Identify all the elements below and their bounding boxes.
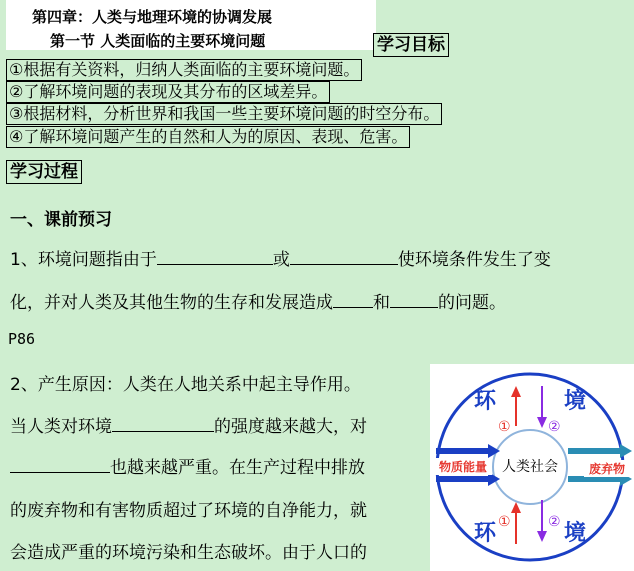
question-1-line-1	[10, 245, 551, 270]
q1-blank-3[interactable]	[333, 290, 373, 308]
objective-item-1: ①根据有关资料，归纳人类面临的主要环境问题。	[6, 59, 362, 81]
q1-text-4: 的问题。	[438, 293, 506, 313]
arrow-blue-left-2	[436, 476, 488, 482]
env-char-bottom-left: 环	[474, 521, 497, 546]
q2-text-3: 也越来越严重。在生产过程中排放	[110, 458, 365, 478]
arrow-blue-left-1	[436, 448, 488, 454]
question-1-line-2	[10, 288, 506, 313]
q1-blank-4[interactable]	[390, 290, 438, 308]
q1-text-and: 和	[373, 293, 390, 313]
marker-1-bottom: ①	[498, 514, 511, 530]
marker-1-top: ①	[498, 419, 511, 435]
question-2-line-2	[10, 412, 367, 437]
center-label: 人类社会	[502, 459, 558, 475]
q1-blank-1[interactable]	[157, 247, 273, 265]
question-2-line-5: 会造成严重的环境污染和生态破坏。由于人口的	[10, 543, 367, 563]
environment-society-diagram	[430, 364, 634, 571]
objective-item-3: ③根据材料，分析世界和我国一些主要环境问题的时空分布。	[6, 103, 442, 125]
objective-item-2: ②了解环境问题的表现及其分布的区域差异。	[6, 81, 330, 103]
env-char-top-right: 境	[564, 389, 587, 414]
process-heading: 学习过程	[6, 160, 82, 184]
q1-text-2: 使环境条件发生了变	[397, 250, 551, 270]
q1-text-3: 化，并对人类及其他生物的生存和发展造成	[10, 293, 333, 313]
q1-text-or: 或	[272, 250, 290, 270]
q1-blank-2[interactable]	[290, 247, 398, 265]
right-label: 废弃物	[588, 462, 626, 476]
objective-item-4: ④了解环境问题产生的自然和人为的原因、表现、危害。	[6, 126, 410, 148]
env-char-top-left: 环	[474, 389, 497, 414]
question-2-line-4: 的废弃物和有害物质超过了环境的自净能力，就	[10, 501, 367, 521]
q2-text-2a: 当人类对环境	[10, 417, 112, 437]
page-reference: P86	[8, 330, 36, 348]
chapter-title: 第四章：人类与地理环境的协调发展	[32, 8, 273, 26]
question-2-line-3	[10, 453, 365, 478]
env-char-bottom-right: 境	[564, 521, 587, 546]
q2-blank-2[interactable]	[10, 455, 110, 473]
q2-blank-1[interactable]	[112, 414, 214, 432]
section-title: 第一节 人类面临的主要环境问题	[50, 32, 266, 50]
question-2-line-1: 2、产生原因：人类在人地关系中起主导作用。	[10, 375, 361, 395]
q1-text-1: 1、环境问题指由于	[10, 250, 157, 270]
marker-2-bottom: ②	[548, 514, 561, 530]
left-label: 物质能量	[438, 460, 488, 474]
preview-heading: 一、课前预习	[10, 210, 112, 230]
arrow-teal-right-1	[568, 448, 620, 454]
objectives-heading: 学习目标	[373, 33, 449, 57]
q2-text-2b: 的强度越来越大，对	[214, 417, 367, 437]
marker-2-top: ②	[548, 419, 561, 435]
